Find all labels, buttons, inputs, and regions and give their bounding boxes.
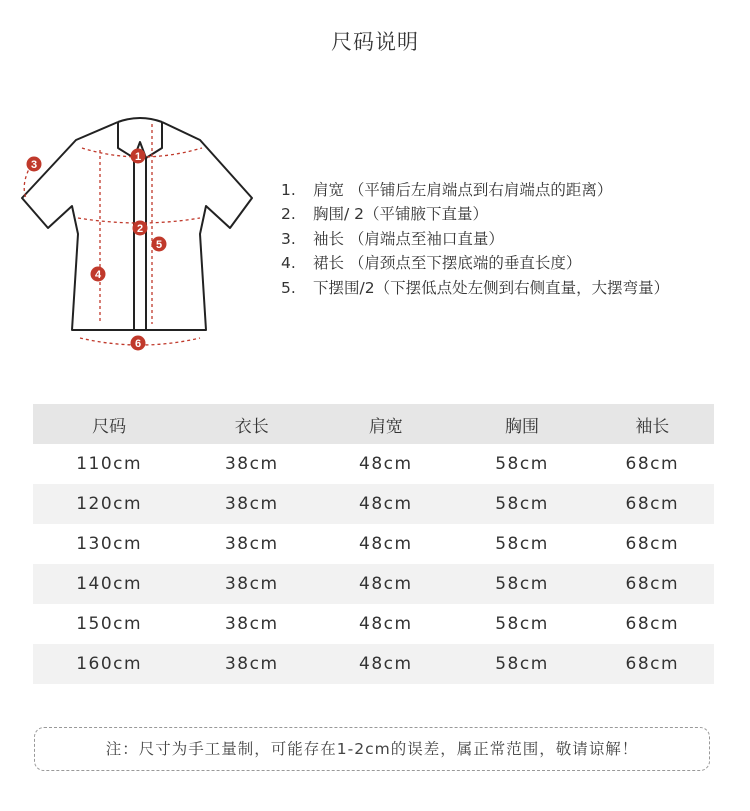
note-item [281,276,669,300]
cell-chest: 58cm [453,564,590,604]
shirt-measurement-diagram [14,110,254,360]
table-row [33,524,714,564]
note-number: 3. [281,229,296,248]
cell-shoulder: 48cm [359,534,413,554]
table-row [33,444,714,484]
cell-chest: 58cm [495,454,549,474]
cell-shoulder: 48cm [359,454,413,474]
cell-shoulder: 48cm [318,484,453,524]
note-number: 4. [281,254,296,273]
cell-size: 130cm [76,534,143,554]
cell-length: 38cm [224,454,279,474]
cell-sleeve: 68cm [625,454,680,474]
cell-length: 38cm [224,614,279,634]
marker-3 [27,157,42,172]
measurement-disclaimer: 注：尺寸为手工量制，可能存在1-2cm的误差，属正常范围，敬请谅解！ [34,727,710,771]
cell-length: 38cm [185,484,318,524]
cell-chest: 58cm [453,484,590,524]
cell-size: 140cm [33,564,185,604]
cell-length: 38cm [185,644,318,684]
cell-shoulder: 48cm [318,644,453,684]
cell-shoulder: 48cm [359,614,413,634]
cell-size: 160cm [33,644,185,684]
cell-size: 110cm [76,454,143,474]
header-sleeve: 袖长 [591,404,714,444]
table-row [33,564,714,604]
marker-5 [152,237,167,252]
table-row [33,644,714,684]
header-shoulder: 肩宽 [318,404,453,444]
svg-text:1: 1 [134,151,142,163]
note-item [281,227,669,251]
note-item [281,178,669,202]
header-chest: 胸围 [453,404,590,444]
note-number: 2. [281,205,296,224]
size-table [33,404,714,684]
cell-chest: 58cm [495,614,549,634]
cell-shoulder: 48cm [318,564,453,604]
cell-size: 120cm [33,484,185,524]
marker-6 [131,336,146,351]
marker-1 [131,149,146,164]
table-row [33,484,714,524]
note-text: 肩宽 （平铺后左肩端点到右肩端点的距离） [313,181,613,199]
note-number: 5. [281,278,296,297]
table-header-row [33,404,714,444]
cell-length: 38cm [185,564,318,604]
note-text: 裙长 （肩颈点至下摆底端的垂直长度） [313,254,582,273]
cell-length: 38cm [224,534,279,554]
cell-sleeve: 68cm [625,614,680,634]
cell-sleeve: 68cm [591,644,714,684]
svg-text:6: 6 [134,338,142,350]
header-size: 尺码 [33,404,185,444]
note-item [281,202,669,226]
cell-sleeve: 68cm [625,534,680,554]
measurement-notes [281,178,669,300]
cell-chest: 58cm [453,644,590,684]
measurement-guides [24,124,202,345]
note-text: 下摆围/2（下摆低点处左侧到右侧直量，大摆弯量） [313,278,670,297]
marker-2 [133,221,148,236]
svg-text:4: 4 [94,269,102,281]
svg-text:2: 2 [136,223,144,235]
cell-size: 150cm [76,614,143,634]
table-row [33,604,714,644]
note-text: 袖长 （肩端点至袖口直量） [313,229,504,248]
note-number: 1. [281,181,296,199]
svg-text:5: 5 [155,239,163,251]
note-item [281,251,669,275]
cell-sleeve: 68cm [591,484,714,524]
cell-chest: 58cm [495,534,549,554]
marker-4 [91,267,106,282]
svg-text:3: 3 [30,159,38,171]
page-title: 尺码说明 [331,30,419,54]
header-length: 衣长 [185,404,318,444]
note-text: 胸围/ 2（平铺腋下直量） [313,205,489,224]
cell-sleeve: 68cm [591,564,714,604]
